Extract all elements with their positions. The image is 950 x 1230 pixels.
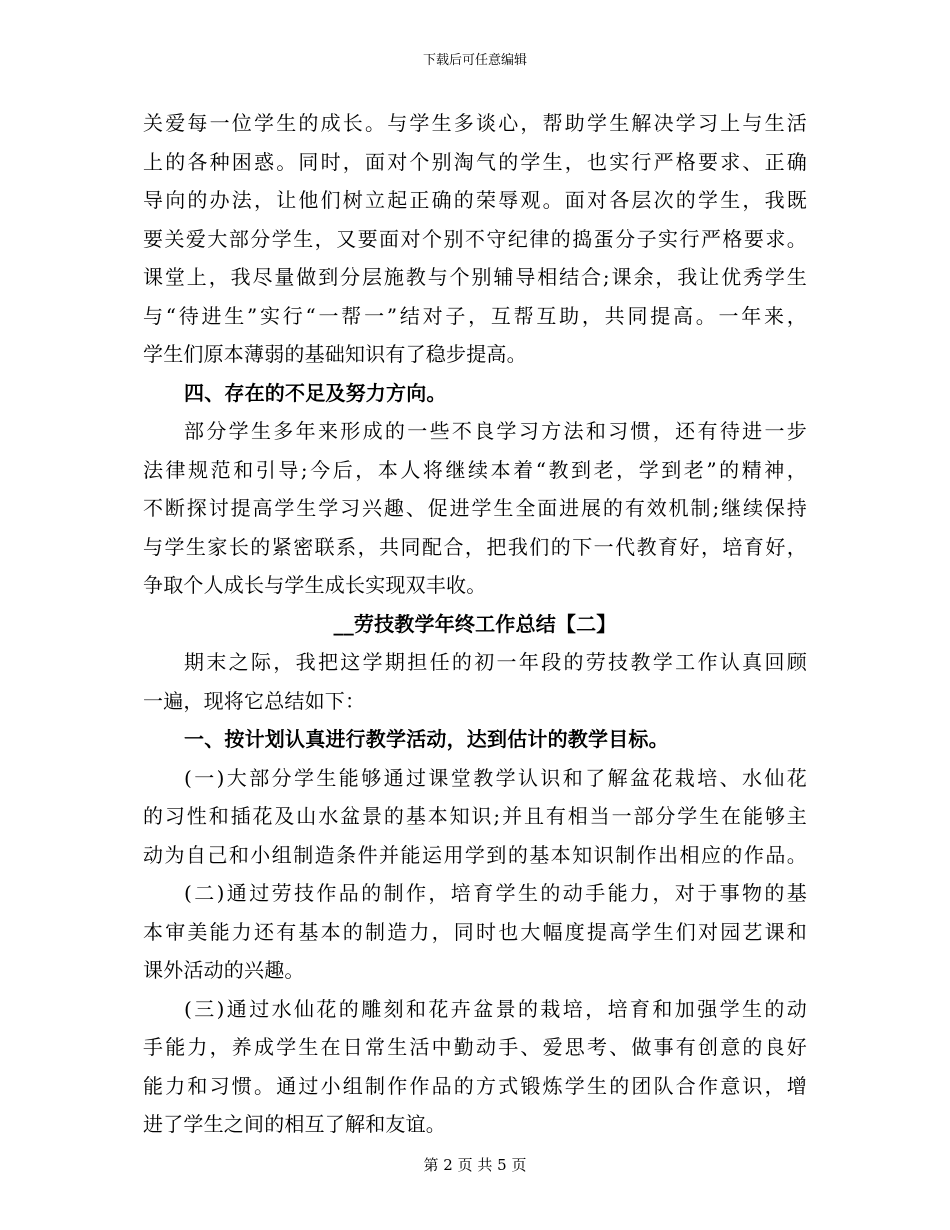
body-line: 课外活动的兴趣。	[143, 958, 305, 982]
article-title: __劳技教学年终工作总结【二】	[333, 611, 617, 636]
body-line: 上的各种困惑。同时，面对个别淘气的学生，也实行严格要求、正确	[143, 149, 807, 174]
body-line: 动为自己和小组制造条件并能运用学到的基本知识制作出相应的作品。	[143, 842, 807, 867]
body-line: 期末之际，我把这学期担任的初一年段的劳技教学工作认真回顾	[184, 650, 807, 674]
body-line: (二)通过劳技作品的制作，培育学生的动手能力，对于事物的基	[184, 881, 807, 905]
body-line: 手能力，养成学生在日常生活中勤动手、爱思考、做事有创意的良好	[143, 1035, 807, 1059]
body-line: 课堂上，我尽量做到分层施教与个别辅导相结合;课余，我让优秀学生	[143, 265, 807, 289]
body-line: 不断探讨提高学生学习兴趣、促进学生全面进展的有效机制;继续保持	[143, 496, 807, 520]
page-number: 第 2 页 共 5 页	[423, 1156, 527, 1174]
body-line: 部分学生多年来形成的一些不良学习方法和习惯，还有待进一步	[184, 419, 807, 443]
body-line: (三)通过水仙花的雕刻和花卉盆景的栽培，培育和加强学生的动	[184, 996, 807, 1021]
body-line: 一遍，现将它总结如下：	[143, 688, 366, 713]
body-line: 争取个人成长与学生成长实现双丰收。	[143, 573, 487, 597]
body-line: 与学生家长的紧密联系，共同配合，把我们的下一代教育好，培育好，	[143, 534, 807, 559]
body-line: 与“待进生”实行“一帮一”结对子，互帮互助，共同提高。一年来，	[143, 303, 807, 328]
body-line: (一)大部分学生能够通过课堂教学认识和了解盆花栽培、水仙花	[184, 765, 807, 790]
body-line: 法律规范和引导;今后，本人将继续本着“教到老，学到老”的精神，	[143, 457, 807, 482]
section-heading-1: 一、按计划认真进行教学活动，达到估计的教学目标。	[184, 727, 669, 751]
body-line: 关爱每一位学生的成长。与学生多谈心，帮助学生解决学习上与生活	[143, 111, 807, 135]
section-heading-4: 四、存在的不足及努力方向。	[184, 380, 447, 405]
body-line: 学生们原本薄弱的基础知识有了稳步提高。	[143, 342, 527, 366]
document-body	[143, 104, 807, 1144]
body-line: 本审美能力还有基本的制造力，同时也大幅度提高学生们对园艺课和	[143, 919, 807, 944]
page-header-note: 下载后可任意编辑	[422, 53, 527, 68]
body-line: 要关爱大部分学生，又要面对个别不守纪律的捣蛋分子实行严格要求。	[143, 226, 807, 251]
body-line: 进了学生之间的相互了解和友谊。	[143, 1112, 446, 1136]
body-line: 导向的办法，让他们树立起正确的荣辱观。面对各层次的学生，我既	[143, 188, 807, 212]
body-line: 能力和习惯。通过小组制作作品的方式锻炼学生的团队合作意识，增	[143, 1073, 807, 1098]
body-line: 的习性和插花及山水盆景的基本知识;并且有相当一部分学生在能够主	[143, 804, 807, 828]
